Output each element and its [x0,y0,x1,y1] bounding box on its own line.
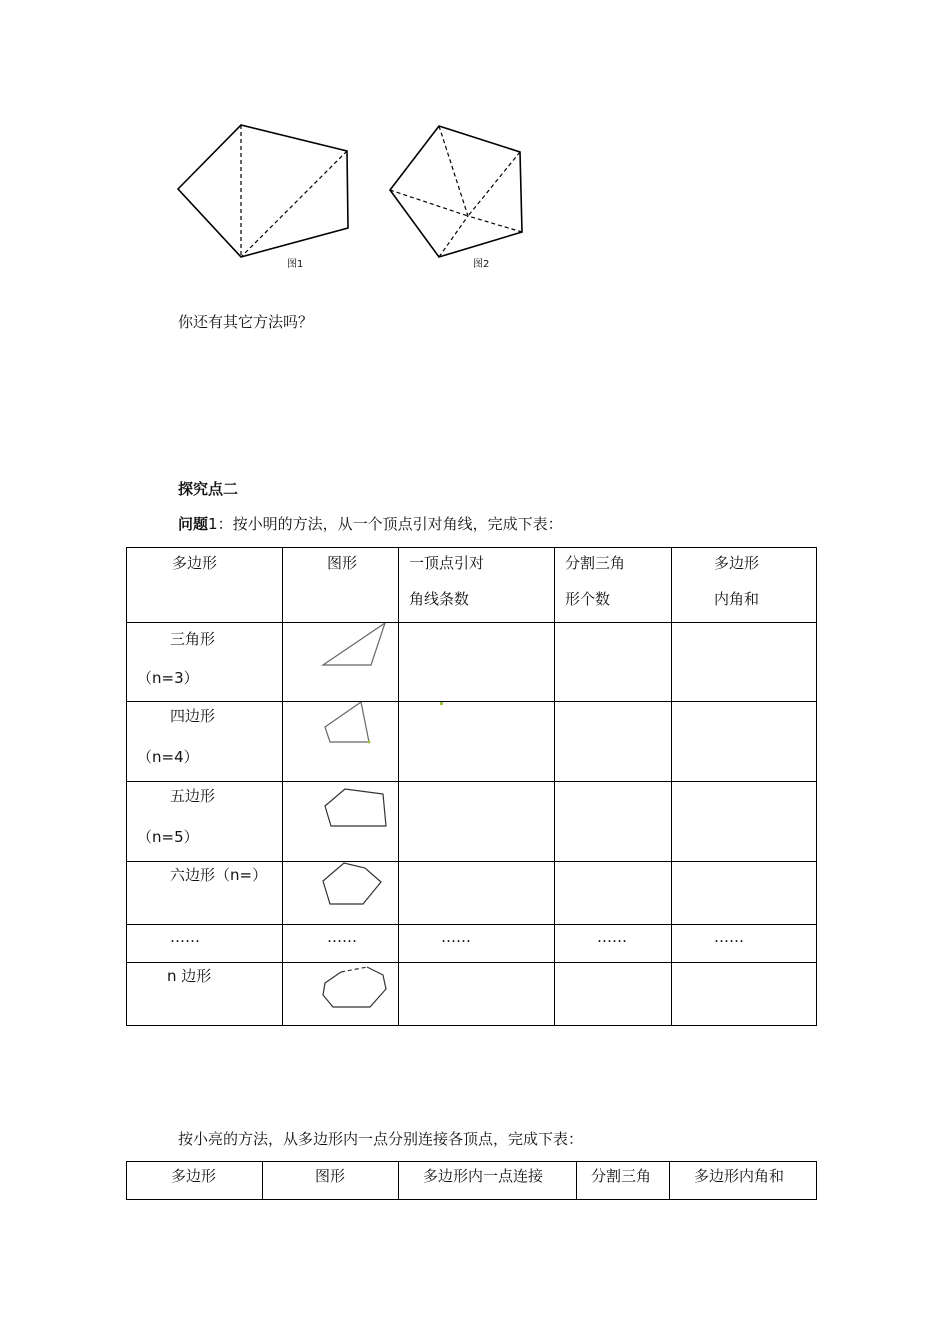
ellipsis: …… [327,928,357,946]
answer-cell[interactable] [399,623,555,702]
problem-1 [178,514,563,534]
answer-cell[interactable] [555,862,672,925]
answer-cell[interactable] [555,702,672,782]
header-angle-sum-line2: 内角和 [714,590,760,608]
answer-cell[interactable] [399,782,555,862]
pentagon-figure [283,782,399,862]
header-cell [283,548,399,623]
triangle-figure [283,623,399,702]
header-cell [672,548,817,623]
header-figure: 图形 [327,554,358,572]
header-figure: 图形 [315,1167,346,1185]
table-row [127,702,817,782]
hexagon-figure [283,862,399,925]
row-name: 四边形 [170,707,216,725]
figure-1 [170,118,360,278]
header-cell [555,548,672,623]
answer-cell[interactable] [672,623,817,702]
table-row [127,925,817,963]
answer-cell[interactable] [672,862,817,925]
answer-cell[interactable] [399,702,555,782]
header-connect-point: 多边形内一点连接 [423,1167,544,1185]
table-header-row [127,548,817,623]
row-name: n 边形 [167,967,212,985]
header-angle-sum: 多边形内角和 [694,1167,785,1185]
header-cell [127,548,283,623]
figure-1-caption: 图1 [287,259,304,270]
header-angle-sum-line1: 多边形 [714,554,760,572]
ellipsis: …… [714,928,744,946]
table-row [127,782,817,862]
n-gon-figure [283,963,399,1026]
answer-cell[interactable] [555,963,672,1026]
row-name: 五边形 [170,787,216,805]
figure-2 [380,118,530,278]
header-triangles-line1: 分割三角 [565,554,626,572]
answer-cell[interactable] [399,862,555,925]
header-polygon: 多边形 [171,1167,217,1185]
ellipsis: …… [441,928,471,946]
header-diagonals-line1: 一顶点引对 [409,554,485,572]
row-n: （n=3） [137,669,199,687]
answer-cell[interactable] [399,963,555,1026]
method-2-intro: 按小亮的方法，从多边形内一点分别连接各顶点，完成下表： [178,1130,584,1148]
problem-1-label: 问题 [178,515,209,533]
header-cell [399,548,555,623]
problem-1-number: 1 [208,515,218,533]
row-n: （n=5） [137,828,199,846]
header-diagonals-line2: 角线条数 [409,590,470,608]
table-row [127,862,817,925]
answer-cell[interactable] [672,782,817,862]
figure-2-caption: 图2 [473,259,490,270]
table-diagonals-from-vertex [126,547,817,1026]
question-other-methods: 你还有其它方法吗？ [178,313,314,331]
header-polygon: 多边形 [172,554,218,572]
quadrilateral-figure [283,702,399,782]
row-n: （n=4） [137,748,199,766]
header-triangles-line2: 形个数 [565,590,611,608]
answer-cell[interactable] [672,702,817,782]
ellipsis: …… [170,928,200,946]
table-header-row [127,1162,817,1200]
answer-cell[interactable] [555,623,672,702]
problem-1-text: ：按小明的方法，从一个顶点引对角线，完成下表： [217,515,563,533]
section-heading: 探究点二 [178,480,239,498]
table-row [127,623,817,702]
answer-cell[interactable] [555,782,672,862]
table-point-inside [126,1161,817,1200]
row-name: 六边形（n=） [170,866,268,884]
row-name: 三角形 [170,630,216,648]
stray-dot [440,702,443,705]
ellipsis: …… [597,928,627,946]
table-row [127,963,817,1026]
header-triangles: 分割三角 [591,1167,652,1185]
answer-cell[interactable] [672,963,817,1026]
